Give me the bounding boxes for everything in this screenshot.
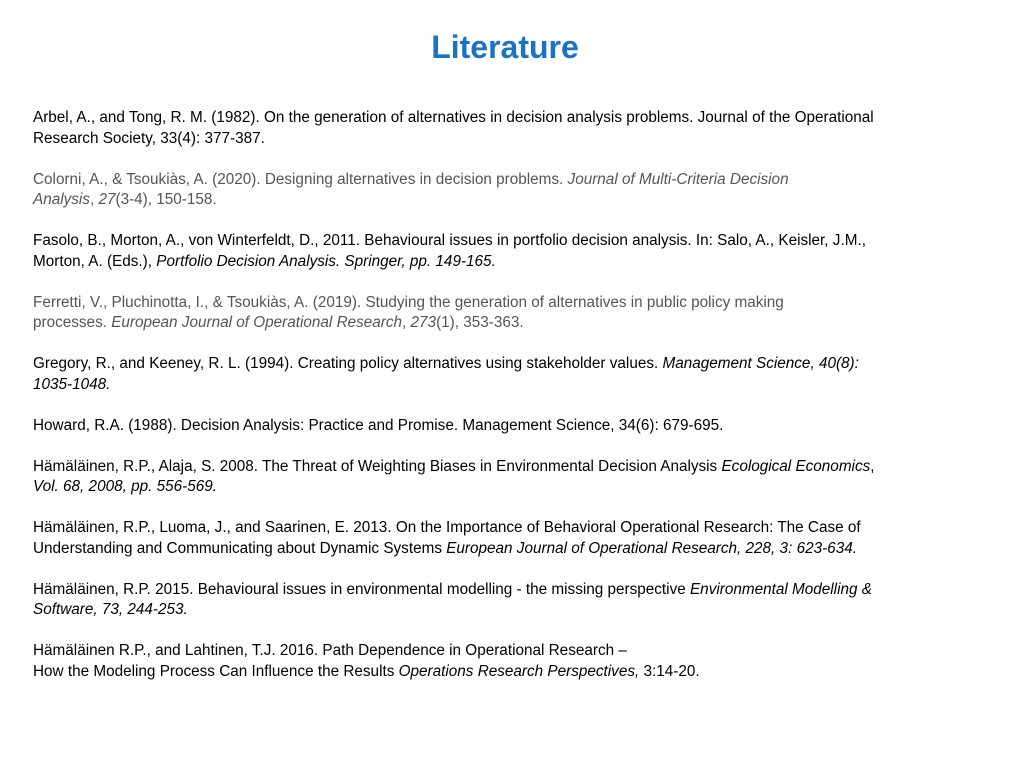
reference-line: [33, 231, 988, 252]
reference-item: [33, 518, 988, 559]
reference-text: Howard, R.A. (1988). Decision Analysis: Practice and Promise. Management Science, 34(6): 679-695.: [33, 416, 724, 434]
page-title: Literature: [431, 29, 579, 65]
reference-line: [33, 518, 988, 539]
reference-italic-text: Journal of Multi-Criteria Decision: [567, 170, 789, 188]
reference-line: [33, 293, 988, 314]
reference-line: [33, 416, 988, 437]
reference-italic-text: Ecological Economics: [721, 457, 871, 475]
reference-item: [33, 231, 988, 272]
reference-text: Fasolo, B., Morton, A., von Winterfeldt, D., 2011. Behavioural issues in portfolio decision analysis. In: Salo, A., Keisler, J.M.,: [33, 232, 866, 249]
reference-text: Arbel, A., and Tong, R. M. (1982). On the generation of alternatives in decision analysis problems. Journal of the Operational: [33, 109, 874, 126]
reference-text: (1), 353-363.: [436, 314, 524, 331]
reference-text: Morton, A. (Eds.),: [33, 252, 157, 270]
reference-italic-text: 1035-1048.: [33, 375, 111, 393]
reference-line: [33, 641, 988, 662]
reference-line: [33, 252, 988, 273]
reference-italic-text: Software, 73, 244-253.: [33, 601, 188, 618]
reference-item: [33, 416, 988, 437]
reference-line: [33, 129, 988, 150]
reference-line: [33, 170, 988, 191]
reference-item: [33, 108, 988, 149]
reference-text: How the Modeling Process Can Influence the Results: [33, 662, 399, 680]
reference-text: Research Society, 33(4): 377-387.: [33, 129, 265, 147]
reference-line: [33, 375, 988, 396]
reference-line: [33, 354, 988, 375]
reference-italic-text: Vol. 68, 2008, pp. 556-569.: [33, 478, 217, 495]
reference-text: Understanding and Communicating about Dynamic Systems: [33, 539, 447, 557]
reference-item: [33, 354, 988, 395]
reference-line: [33, 108, 988, 129]
reference-text: ,: [402, 314, 411, 331]
reference-list: [33, 108, 988, 703]
reference-line: [33, 600, 988, 621]
reference-line: [33, 539, 988, 560]
reference-text: Hämäläinen, R.P., Luoma, J., and Saarinen, E. 2013. On the Importance of Behavioral Operational Research: The Case of: [33, 519, 861, 536]
reference-text: Hämäläinen, R.P. 2015. Behavioural issues in environmental modelling - the missing perspective: [33, 580, 690, 598]
reference-italic-text: Operations Research Perspectives,: [398, 662, 640, 680]
reference-text: Colorni, A., & Tsoukiàs, A. (2020). Designing alternatives in decision problems.: [33, 170, 568, 188]
reference-italic-text: Management Science, 40(8):: [662, 355, 859, 372]
reference-text: ,: [89, 191, 99, 208]
reference-line: [33, 477, 988, 498]
reference-line: [33, 190, 988, 211]
reference-text: Ferretti, V., Pluchinotta, I., & Tsoukiàs, A. (2019). Studying the generation of alternatives in public policy making: [33, 293, 784, 311]
reference-text: Gregory, R., and Keeney, R. L. (1994). Creating policy alternatives using stakeholder values.: [33, 355, 663, 372]
reference-text: ,: [870, 457, 875, 475]
reference-text: 3:14-20.: [639, 662, 700, 680]
reference-italic-text: European Journal of Operational Research, 228, 3: 623-634.: [446, 539, 857, 557]
reference-italic-text: 27: [98, 191, 116, 208]
reference-item: [33, 293, 988, 334]
reference-item: [33, 457, 988, 498]
reference-line: [33, 457, 988, 478]
reference-item: [33, 580, 988, 621]
reference-italic-text: Portfolio Decision Analysis. Springer, pp. 149-165.: [156, 252, 496, 270]
reference-item: [33, 170, 988, 211]
reference-text: processes.: [33, 314, 112, 331]
reference-line: [33, 313, 988, 334]
reference-italic-text: 273: [410, 314, 437, 331]
reference-italic-text: Analysis: [33, 191, 90, 208]
reference-line: [33, 580, 988, 601]
reference-text: Hämäläinen, R.P., Alaja, S. 2008. The Threat of Weighting Biases in Environmental Decision Analysis: [33, 457, 722, 475]
reference-italic-text: European Journal of Operational Research: [111, 314, 403, 331]
reference-italic-text: Environmental Modelling &: [689, 580, 872, 598]
reference-text: Hämäläinen R.P., and Lahtinen, T.J. 2016. Path Dependence in Operational Research –: [33, 642, 627, 659]
reference-line: [33, 662, 988, 683]
reference-text: (3-4), 150-158.: [115, 191, 217, 208]
reference-item: [33, 641, 988, 682]
